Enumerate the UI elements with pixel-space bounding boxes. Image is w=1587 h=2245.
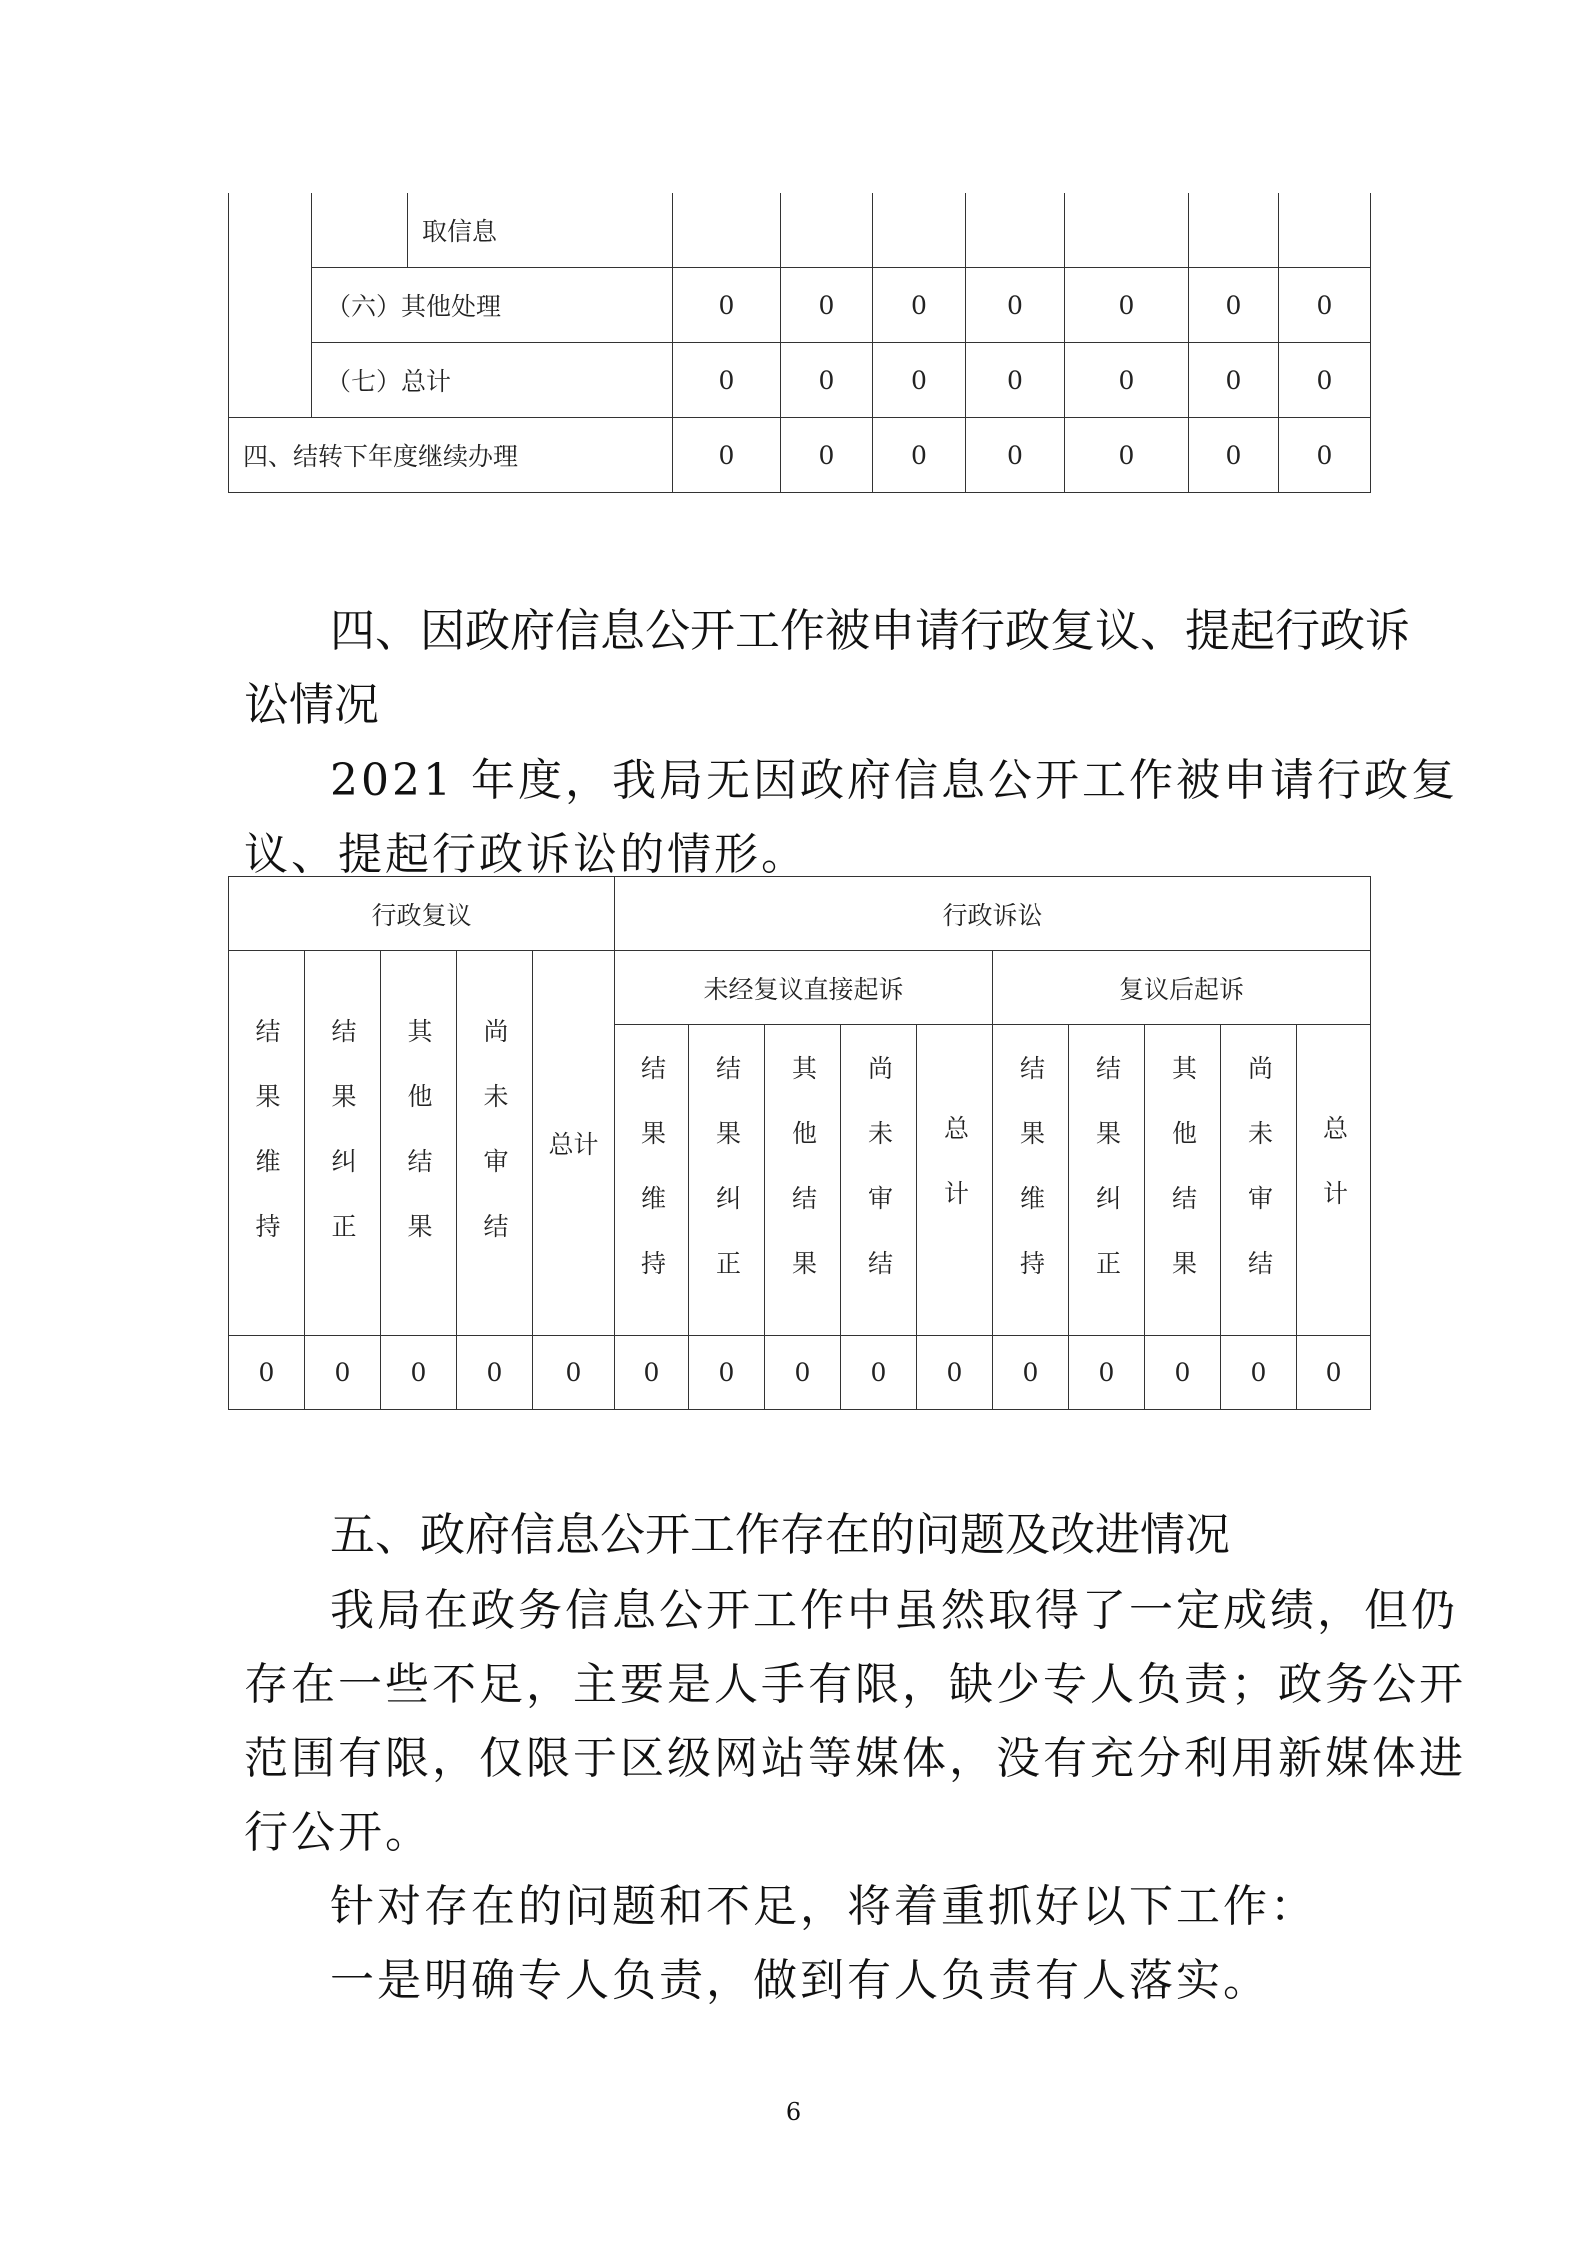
direct-header: 未经复议直接起诉 [615,951,993,1025]
value-cell: 0 [673,418,781,493]
value-cell: 0 [873,343,966,418]
blank-cell [229,193,312,418]
table-row [229,268,1371,343]
section4-paragraph-line2: 议、提起行政诉讼的情形。 [244,829,808,880]
row-label: （七）总计 [312,343,673,418]
table-row [229,418,1371,493]
section5-paragraph2: 针对存在的问题和不足，将着重抓好以下工作： [330,1881,1317,1932]
value-cell: 0 [1297,1336,1371,1410]
row-label: （六）其他处理 [312,268,673,343]
col-header: 其他结果 [765,1025,841,1336]
value-cell: 0 [1065,268,1189,343]
value-cell [1279,193,1371,268]
review-header: 行政复议 [229,877,615,951]
col-header: 其他结果 [381,951,457,1336]
value-cell [1189,193,1279,268]
col-header: 结果纠正 [305,951,381,1336]
value-cell: 0 [966,268,1065,343]
col-header: 总计 [1297,1025,1371,1336]
value-cell: 0 [1065,343,1189,418]
table-row [229,1336,1371,1410]
table-row [229,193,1371,268]
value-cell: 0 [1189,268,1279,343]
section5-paragraph1-line4: 行公开。 [244,1807,432,1858]
col-header: 结果维持 [993,1025,1069,1336]
value-cell: 0 [966,418,1065,493]
value-cell: 0 [1279,268,1371,343]
value-cell [781,193,873,268]
value-cell [873,193,966,268]
table-row [229,877,1371,951]
section4-heading-line2: 讼情况 [244,678,380,731]
section5-paragraph1-line2: 存在一些不足，主要是人手有限，缺少专人负责；政务公开 [244,1659,1466,1710]
col-header: 总计 [533,951,615,1336]
after-header: 复议后起诉 [993,951,1371,1025]
value-cell: 0 [1065,418,1189,493]
col-header: 结果维持 [615,1025,689,1336]
value-cell [673,193,781,268]
section4-paragraph-line1: 2021 年度，我局无因政府信息公开工作被申请行政复 [330,755,1458,806]
value-cell: 0 [1145,1336,1221,1410]
col-header: 结果纠正 [689,1025,765,1336]
row-label: 四、结转下年度继续办理 [229,418,673,493]
value-cell: 0 [615,1336,689,1410]
value-cell: 0 [993,1336,1069,1410]
section5-paragraph1-line3: 范围有限，仅限于区级网站等媒体，没有充分利用新媒体进 [244,1733,1466,1784]
value-cell: 0 [781,418,873,493]
value-cell: 0 [1189,418,1279,493]
value-cell: 0 [673,268,781,343]
value-cell [1065,193,1189,268]
page-number: 6 [785,2098,802,2126]
value-cell: 0 [1189,343,1279,418]
value-cell: 0 [1279,418,1371,493]
value-cell: 0 [873,418,966,493]
value-cell: 0 [1221,1336,1297,1410]
value-cell: 0 [229,1336,305,1410]
value-cell: 0 [781,268,873,343]
section5-paragraph1-line1: 我局在政务信息公开工作中虽然取得了一定成绩，但仍 [330,1585,1458,1636]
col-header: 尚未审结 [841,1025,917,1336]
section5-paragraph3: 一是明确专人负责，做到有人负责有人落实。 [330,1955,1270,2006]
value-cell: 0 [966,343,1065,418]
col-header: 总计 [917,1025,993,1336]
value-cell: 0 [841,1336,917,1410]
disclosure-stats-table-continued [228,193,1371,493]
value-cell: 0 [533,1336,615,1410]
col-header: 其他结果 [1145,1025,1221,1336]
col-header: 结果纠正 [1069,1025,1145,1336]
col-header: 结果维持 [229,951,305,1336]
value-cell: 0 [1069,1336,1145,1410]
litigation-header: 行政诉讼 [615,877,1371,951]
value-cell: 0 [917,1336,993,1410]
table-row [229,343,1371,418]
value-cell [966,193,1065,268]
section5-heading: 五、政府信息公开工作存在的问题及改进情况 [330,1508,1231,1561]
col-header: 尚未审结 [457,951,533,1336]
value-cell: 0 [1279,343,1371,418]
table-row [229,951,1371,1025]
row-label: 取信息 [408,193,673,268]
value-cell: 0 [873,268,966,343]
value-cell: 0 [381,1336,457,1410]
value-cell: 0 [673,343,781,418]
value-cell: 0 [457,1336,533,1410]
blank-cell [312,193,408,268]
col-header: 尚未审结 [1221,1025,1297,1336]
section4-heading-line1: 四、因政府信息公开工作被申请行政复议、提起行政诉 [330,604,1411,657]
value-cell: 0 [765,1336,841,1410]
value-cell: 0 [689,1336,765,1410]
value-cell: 0 [781,343,873,418]
review-litigation-table [228,876,1371,1410]
value-cell: 0 [305,1336,381,1410]
